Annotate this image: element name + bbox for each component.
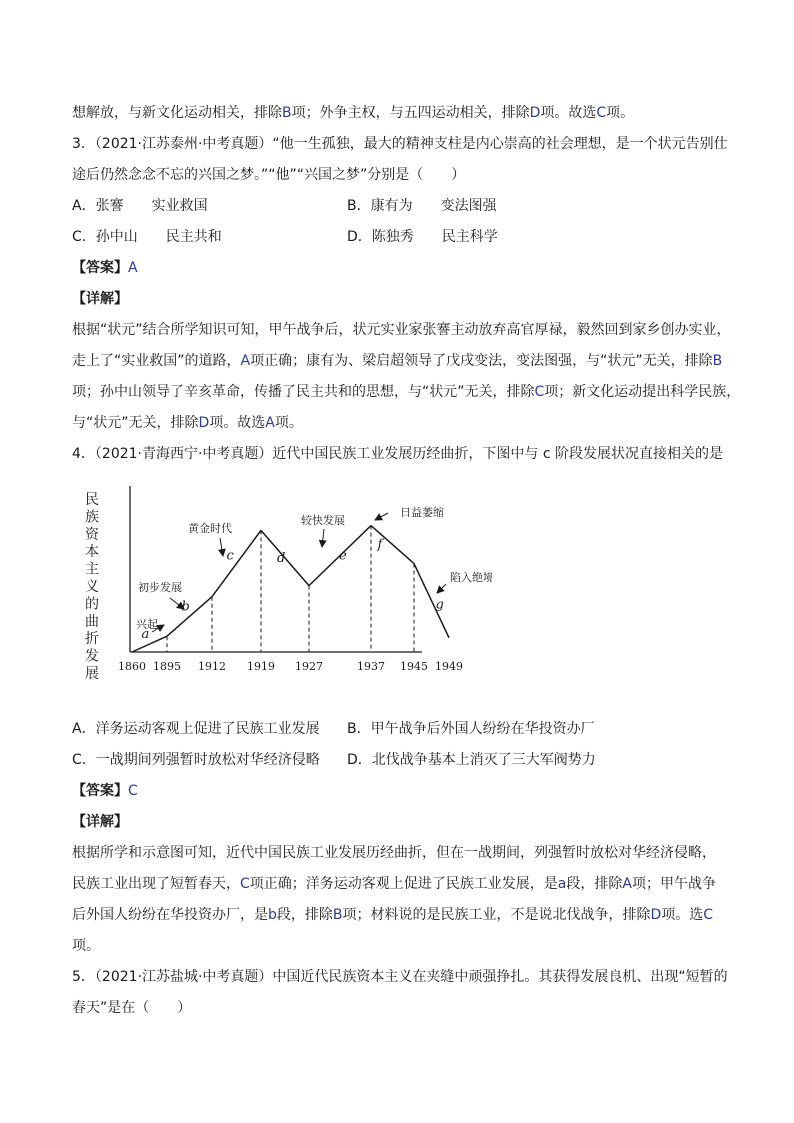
annotation-label: 日益萎缩 xyxy=(400,506,444,519)
q3-options-row2 xyxy=(72,222,722,253)
x-tick-label: 1949 xyxy=(435,660,463,673)
segment-label-a: a xyxy=(141,627,150,643)
annotation-label: 黄金时代 xyxy=(188,522,232,535)
q4-option-c: C．一战期间列强暂时放松对华经济侵略 xyxy=(72,752,320,768)
x-tick-label: 1895 xyxy=(153,660,181,673)
q4-options-row1 xyxy=(72,714,722,745)
industry-chart-svg xyxy=(72,476,492,704)
segment-label-c: c xyxy=(226,548,234,564)
y-label-char: 曲 xyxy=(85,613,99,630)
q3-stem-line1: 3．（2021·江苏泰州·中考真题）“他一生孤独，最大的精神支柱是内心崇高的社会理想，是一个状元告别仕 xyxy=(72,136,728,152)
segment-label-b: b xyxy=(181,599,190,615)
series-segment-a xyxy=(132,636,167,652)
q3-detail-line2: 走上了“实业救国”的道路，A项正确；康有为、梁启超领导了戊戌变法，变法图强，与“状元”无关，排除B xyxy=(72,353,723,369)
segment-label-f: f xyxy=(377,537,383,553)
annotation-label: 较快发展 xyxy=(301,514,345,527)
q4-detail-line3: 后外国人纷纷在华投资办厂，是b段，排除B项；材料说的是民族工业，不是说北伐战争，排除D项。选C xyxy=(72,907,714,923)
annotation-arrow xyxy=(322,529,324,547)
q4-option-a: A．洋务运动客观上促进了民族工业发展 xyxy=(72,721,320,737)
series-segment-c xyxy=(212,530,261,596)
annotation-arrow xyxy=(375,513,388,520)
y-label-char: 发 xyxy=(85,648,99,665)
annotation-arrow xyxy=(437,584,446,593)
q4-option-d: D．北伐战争基本上消灭了三大军阀势力 xyxy=(347,752,596,768)
q4-detail-line1: 根据所学和示意图可知，近代中国民族工业发展历经曲折，但在一战期间，列强暂时放松对华经济侵略， xyxy=(72,845,716,861)
q3-option-b: B．康有为 变法图强 xyxy=(347,198,497,214)
q5-stem-line2: 春天”是在（ ） xyxy=(72,1000,192,1016)
q4-options-row2 xyxy=(72,745,722,776)
document-page xyxy=(72,98,741,1024)
q5-stem-line1: 5．（2021·江苏盐城·中考真题）中国近代民族资本主义在夹缝中顽强挣扎。其获得发展良机、出现“短暂的 xyxy=(72,969,728,985)
q4-answer: 【答案】C xyxy=(72,783,138,799)
x-tick-label: 1860 xyxy=(118,660,146,673)
y-label-char: 折 xyxy=(85,631,99,648)
x-tick-label: 1927 xyxy=(295,660,323,673)
y-label-char: 资 xyxy=(85,526,99,543)
q4-detail-line4: 项。 xyxy=(72,938,100,954)
annotation-label: 兴起 xyxy=(136,618,158,631)
segment-label-e: e xyxy=(339,548,347,564)
q3-option-d: D．陈独秀 民主科学 xyxy=(347,229,498,245)
q3-detail-line3: 项；孙中山领导了辛亥革命，传播了民主共和的思想，与“状元”无关，排除C项；新文化运动提出科学民族， xyxy=(72,384,741,400)
q4-stem: 4．（2021·青海西宁·中考真题）近代中国民族工业发展历经曲折，下图中与 c 阶段发展状况直接相关的是 xyxy=(72,446,724,462)
y-label-char: 义 xyxy=(85,579,99,595)
y-label-char: 展 xyxy=(85,666,99,682)
y-label-char: 主 xyxy=(85,561,99,578)
y-label-char: 族 xyxy=(85,509,99,526)
q4-detail-line2: 民族工业出现了短暂春天，C项正确；洋务运动客观上促进了民族工业发展，是a段，排除A项；甲午战争 xyxy=(72,876,716,892)
segment-label-d: d xyxy=(277,550,286,566)
segment-label-g: g xyxy=(435,597,444,613)
q3-option-c: C．孙中山 民主共和 xyxy=(72,229,222,245)
annotation-arrow xyxy=(220,538,223,556)
x-tick-label: 1945 xyxy=(400,660,428,673)
industry-chart xyxy=(72,476,722,704)
q3-detail-line1: 根据“状元”结合所学知识可知，甲午战争后，状元实业家张謇主动放弃高官厚禄，毅然回到家乡创办实业， xyxy=(72,322,731,338)
q4-option-b: B．甲午战争后外国人纷纷在华投资办厂 xyxy=(347,721,595,737)
intro-line: 想解放，与新文化运动相关，排除B项；外争主权，与五四运动相关，排除D项。故选C项。 xyxy=(72,105,635,121)
q3-stem-line2: 途后仍然念念不忘的兴国之梦。”“他”“兴国之梦”分别是（ ） xyxy=(72,167,466,183)
q3-detail-line4: 与“状元”无关，排除D项。故选A项。 xyxy=(72,415,303,431)
q4-detail-label: 【详解】 xyxy=(72,814,128,830)
q3-options-row1 xyxy=(72,191,722,222)
annotation-label: 初步发展 xyxy=(138,581,182,594)
q3-option-a: A．张謇 实业救国 xyxy=(72,198,208,214)
q3-answer: 【答案】A xyxy=(72,260,138,276)
x-tick-label: 1937 xyxy=(357,660,385,673)
y-label-char: 的 xyxy=(85,596,99,613)
annotation-label: 陷入绝境 xyxy=(450,571,492,584)
y-label-char: 本 xyxy=(85,544,99,561)
x-tick-label: 1912 xyxy=(198,660,226,673)
y-label-char: 民 xyxy=(85,492,99,508)
q3-detail-label: 【详解】 xyxy=(72,291,128,307)
x-tick-label: 1919 xyxy=(247,660,275,673)
